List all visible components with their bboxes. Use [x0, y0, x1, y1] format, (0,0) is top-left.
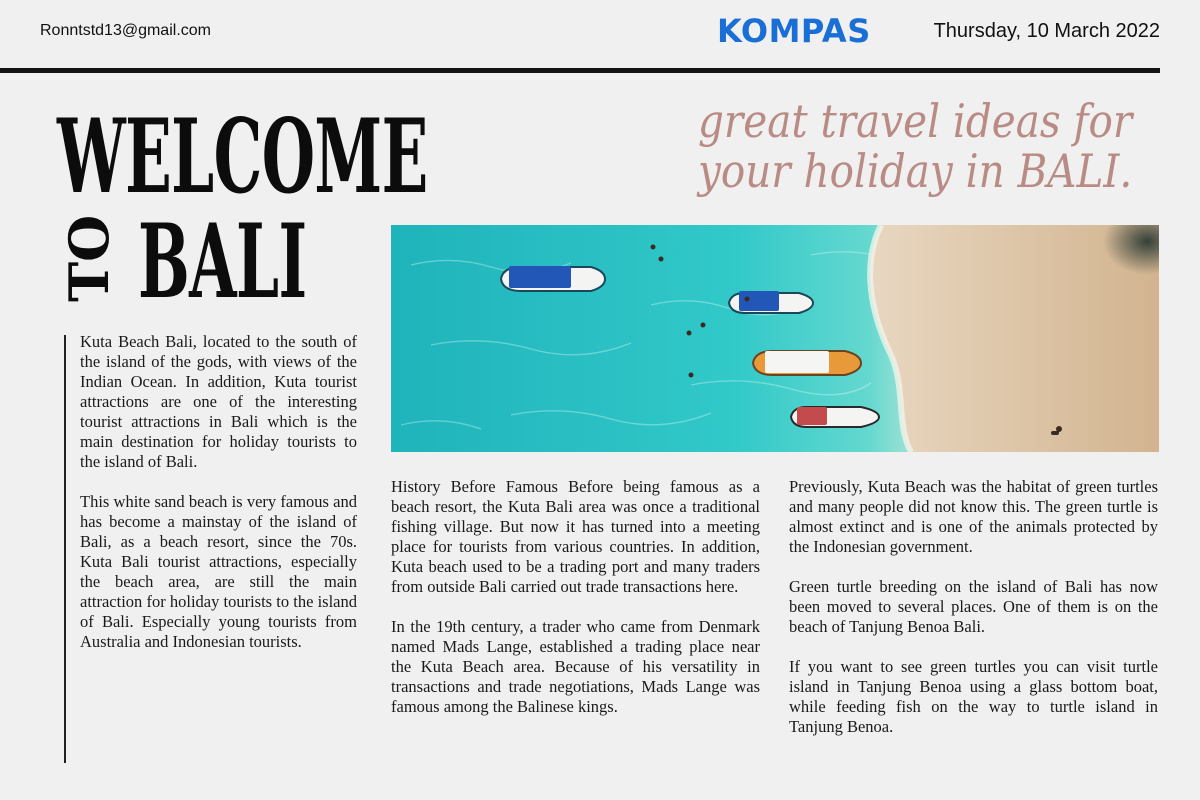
boat-2: [729, 291, 813, 313]
paragraph: History Before Famous Before being famous as a beach resort, the Kuta Bali area was once a traditional fishing village. But now it has turned into a meeting place for tourists from various countries. In addition, Kuta beach used to be a trading port and many traders from outside Bali carried out trade transactions here.: [391, 477, 760, 596]
paragraph: Green turtle breeding on the island of Bali has now been moved to several places. One of them is on the beach of Tanjung Benoa Bali.: [789, 577, 1158, 636]
tagline-line-1: great travel ideas for: [698, 94, 1133, 148]
paragraph: If you want to see green turtles you can visit turtle island in Tanjung Benoa using a glass bottom boat, while feeding fish on the way to turtle island in Tanjung Benoa.: [789, 657, 1158, 736]
tagline-line-2: your holiday in BALI.: [698, 144, 1133, 198]
brand-logo[interactable]: KOMPAS: [717, 12, 871, 50]
column-rule: [64, 335, 66, 763]
article-column-3: [789, 477, 1158, 757]
headline-to: TO: [57, 214, 121, 302]
headline-welcome: WELCOME: [57, 97, 428, 217]
paragraph: In the 19th century, a trader who came from Denmark named Mads Lange, established a trading place near the Kuta Beach area. Because of his versatility in transactions and trade negotiations, Mads Lange was famous among the Balinese kings.: [391, 617, 760, 716]
boat-1: [501, 266, 605, 291]
boat-4: [791, 407, 879, 427]
article-column-1: [80, 332, 357, 672]
beach-aerial-photo: [391, 225, 1159, 452]
tree-shadow: [1011, 225, 1159, 335]
paragraph: This white sand beach is very famous and has become a mainstay of the island of Bali, as a beach resort, since the 70s. Kuta Bali tourist attractions, especially the beach area, are still the main attraction for holiday tourists to the island of Bali. Especially young tourists from Australia and Indonesian tourists.: [80, 492, 357, 651]
header-divider: [0, 68, 1160, 73]
paragraph: Kuta Beach Bali, located to the south of the island of the gods, with views of the Indian Ocean. In addition, Kuta tourist attractions are one of the interesting tourist attractions in Bali which is the main destination for holiday tourists to the island of Bali.: [80, 332, 357, 471]
beach-photo-illustration: [391, 225, 1159, 452]
issue-date: Thursday, 10 March 2022: [933, 20, 1160, 42]
tagline: [698, 94, 1133, 198]
paragraph: Previously, Kuta Beach was the habitat of green turtles and many people did not know this. The green turtle is almost extinct and is one of the animals protected by the Indonesian government.: [789, 477, 1158, 556]
email-address[interactable]: Ronntstd13@gmail.com: [40, 22, 211, 39]
article-column-2: [391, 477, 760, 737]
headline-bali: BALI: [138, 202, 307, 322]
boat-3: [753, 351, 861, 375]
